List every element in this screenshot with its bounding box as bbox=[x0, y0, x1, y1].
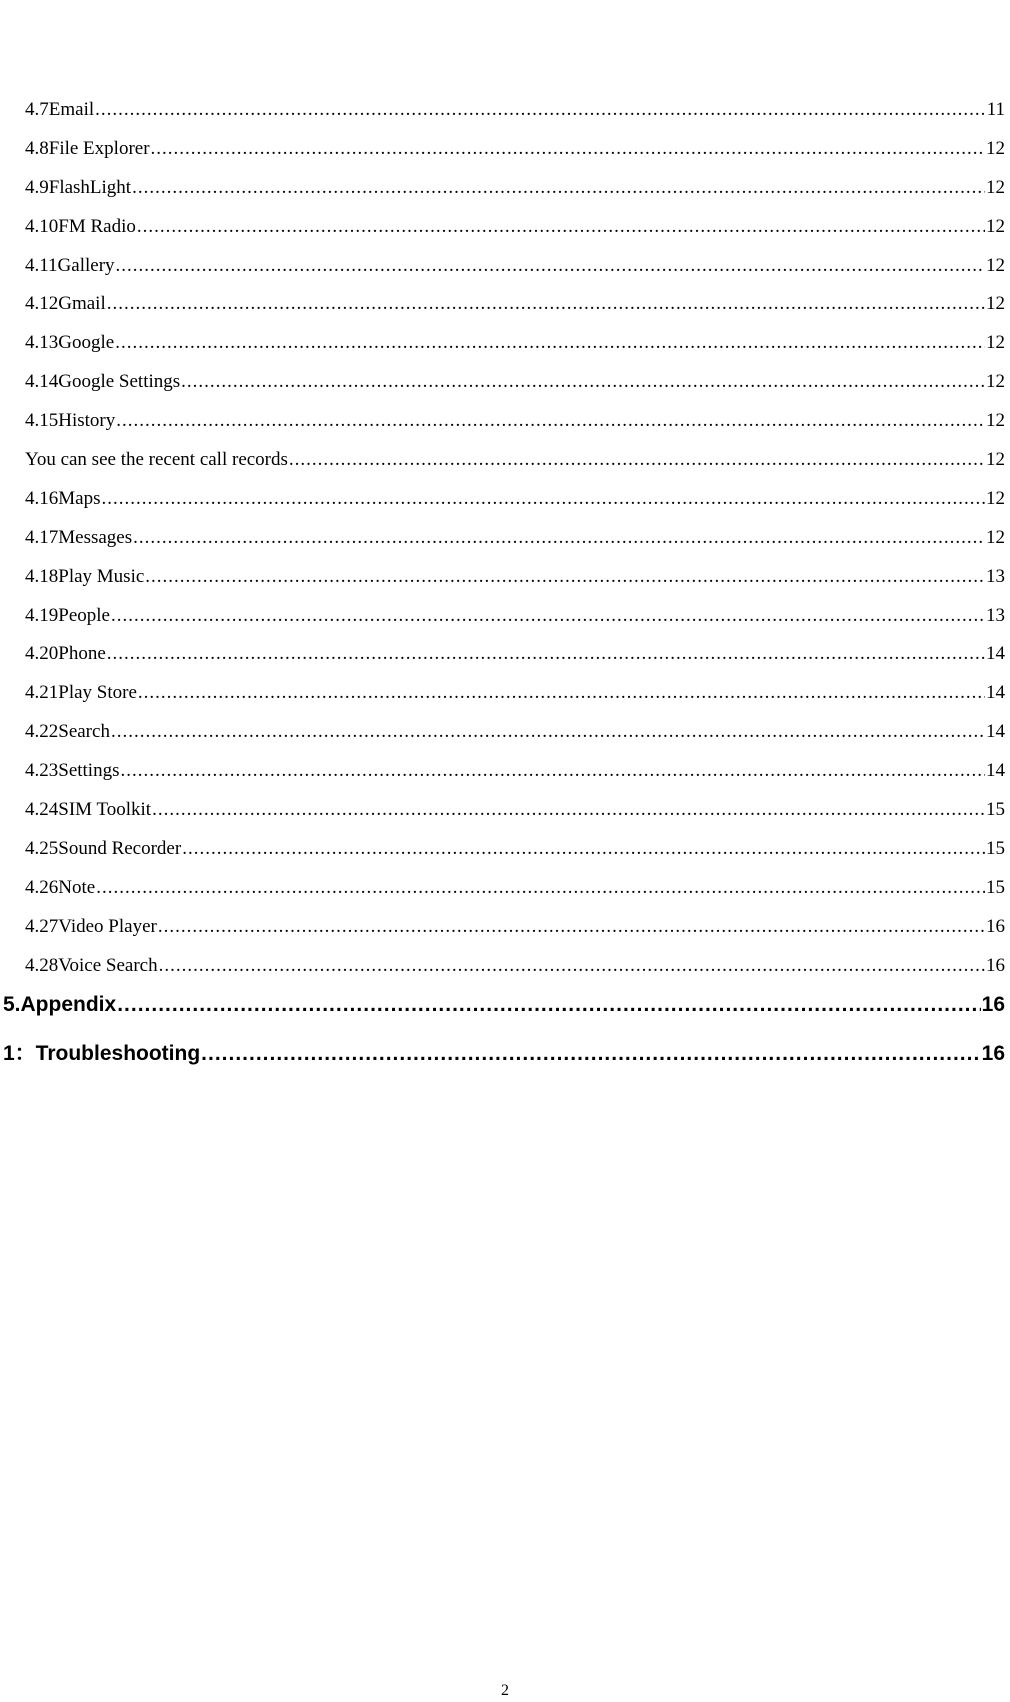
toc-dot-leader bbox=[145, 566, 985, 588]
toc-entry-title: 4.24SIM Toolkit bbox=[25, 799, 152, 821]
toc-entry-4-10-fm-radio[interactable] bbox=[0, 216, 1005, 255]
toc-entry-title: 5.Appendix bbox=[3, 993, 117, 1017]
toc-entry-title: 4.16Maps bbox=[25, 487, 101, 509]
toc-dot-leader bbox=[111, 605, 985, 627]
toc-entry-page: 12 bbox=[986, 176, 1005, 198]
toc-entry-4-23-settings[interactable] bbox=[0, 760, 1005, 799]
toc-entry-4-26-note[interactable] bbox=[0, 877, 1005, 916]
toc-dot-leader bbox=[96, 877, 985, 899]
table-of-contents bbox=[0, 99, 1010, 1081]
toc-entry-4-19-people[interactable] bbox=[0, 605, 1005, 644]
toc-dot-leader bbox=[116, 410, 985, 432]
toc-dot-leader bbox=[151, 138, 985, 160]
toc-entry-title: 4.9FlashLight bbox=[25, 176, 132, 198]
toc-entry-4-16-maps[interactable] bbox=[0, 488, 1005, 527]
toc-entry-page: 12 bbox=[986, 254, 1005, 276]
toc-entry-page: 13 bbox=[986, 565, 1005, 587]
toc-entry-page: 12 bbox=[986, 487, 1005, 509]
toc-entry-title: 4.11Gallery bbox=[25, 254, 115, 276]
toc-entry-page: 12 bbox=[986, 215, 1005, 237]
toc-entry-4-7-email[interactable] bbox=[0, 99, 1005, 138]
toc-entry-title: 4.19People bbox=[25, 604, 110, 626]
toc-dot-leader bbox=[116, 255, 985, 277]
toc-entry-4-21-play-store[interactable] bbox=[0, 682, 1005, 721]
toc-entry-page: 12 bbox=[986, 410, 1005, 432]
toc-entry-title: 4.21Play Store bbox=[25, 682, 137, 704]
toc-dot-leader bbox=[159, 955, 985, 977]
toc-entry-4-22-search[interactable] bbox=[0, 721, 1005, 760]
toc-entry-title: 4.17Messages bbox=[25, 526, 133, 548]
toc-entry-title: 4.8File Explorer bbox=[25, 137, 150, 159]
toc-entry-recent-call-records[interactable] bbox=[0, 449, 1005, 488]
toc-entry-page: 14 bbox=[986, 682, 1005, 704]
toc-dot-leader bbox=[182, 838, 985, 860]
toc-entry-4-18-play-music[interactable] bbox=[0, 566, 1005, 605]
toc-dot-leader bbox=[117, 993, 980, 1017]
toc-entry-page: 11 bbox=[986, 99, 1005, 120]
toc-dot-leader bbox=[289, 449, 985, 471]
toc-entry-page: 13 bbox=[986, 604, 1005, 626]
toc-entry-title: 4.28Voice Search bbox=[25, 954, 158, 976]
toc-entry-title: 4.20Phone bbox=[25, 643, 106, 665]
toc-entry-page: 12 bbox=[986, 371, 1005, 393]
toc-entry-4-25-sound-recorder[interactable] bbox=[0, 838, 1005, 877]
toc-entry-page: 16 bbox=[986, 954, 1005, 976]
toc-entry-4-20-phone[interactable] bbox=[0, 643, 1005, 682]
toc-entry-page: 12 bbox=[986, 137, 1005, 159]
toc-entry-title: 4.22Search bbox=[25, 721, 110, 743]
toc-entry-title: You can see the recent call records bbox=[25, 449, 288, 471]
toc-entry-title: 4.23Settings bbox=[25, 760, 120, 782]
toc-entry-page: 12 bbox=[986, 332, 1005, 354]
toc-entry-title: 4.10FM Radio bbox=[25, 215, 136, 237]
toc-entry-page: 14 bbox=[986, 643, 1005, 665]
toc-entry-page: 14 bbox=[986, 760, 1005, 782]
toc-entry-title: 4.14Google Settings bbox=[25, 371, 181, 393]
toc-entry-page: 12 bbox=[986, 293, 1005, 315]
toc-entry-4-15-history[interactable] bbox=[0, 410, 1005, 449]
toc-dot-leader bbox=[181, 371, 985, 393]
toc-entry-4-9-flashlight[interactable] bbox=[0, 177, 1005, 216]
toc-entry-page: 15 bbox=[986, 876, 1005, 898]
toc-entry-title: 4.7Email bbox=[25, 99, 95, 120]
toc-dot-leader bbox=[107, 643, 985, 665]
toc-entry-1-troubleshooting[interactable] bbox=[0, 1037, 1005, 1081]
toc-entry-title: 4.15History bbox=[25, 410, 116, 432]
toc-entry-title: 4.13Google bbox=[25, 332, 115, 354]
toc-dot-leader bbox=[133, 527, 985, 549]
toc-entry-title: 4.27Video Player bbox=[25, 915, 157, 937]
toc-entry-title: 1：Troubleshooting bbox=[3, 1042, 201, 1066]
toc-dot-leader bbox=[115, 332, 985, 354]
toc-entry-4-24-sim-toolkit[interactable] bbox=[0, 799, 1005, 838]
toc-entry-title: 4.26Note bbox=[25, 876, 96, 898]
toc-entry-4-28-voice-search[interactable] bbox=[0, 955, 1005, 994]
toc-dot-leader bbox=[101, 488, 985, 510]
toc-entry-page: 14 bbox=[986, 721, 1005, 743]
page-number: 2 bbox=[501, 1682, 509, 1699]
toc-entry-4-8-file-explorer[interactable] bbox=[0, 138, 1005, 177]
toc-entry-title: 4.25Sound Recorder bbox=[25, 837, 182, 859]
toc-dot-leader bbox=[107, 293, 985, 315]
toc-dot-leader bbox=[95, 99, 986, 121]
toc-entry-title: 4.18Play Music bbox=[25, 565, 145, 587]
toc-entry-page: 15 bbox=[986, 799, 1005, 821]
toc-entry-4-13-google[interactable] bbox=[0, 332, 1005, 371]
toc-dot-leader bbox=[137, 216, 985, 238]
toc-dot-leader bbox=[152, 799, 985, 821]
toc-entry-4-17-messages[interactable] bbox=[0, 527, 1005, 566]
toc-entry-page: 16 bbox=[981, 993, 1005, 1017]
toc-dot-leader bbox=[138, 682, 985, 704]
toc-dot-leader bbox=[158, 916, 985, 938]
toc-entry-4-27-video-player[interactable] bbox=[0, 916, 1005, 955]
toc-entry-page: 12 bbox=[986, 449, 1005, 471]
toc-entry-page: 12 bbox=[986, 526, 1005, 548]
toc-entry-title: 4.12Gmail bbox=[25, 293, 106, 315]
toc-dot-leader bbox=[120, 760, 985, 782]
toc-dot-leader bbox=[132, 177, 985, 199]
toc-entry-5-appendix[interactable] bbox=[0, 993, 1005, 1037]
toc-dot-leader bbox=[111, 721, 985, 743]
toc-entry-4-11-gallery[interactable] bbox=[0, 255, 1005, 294]
toc-entry-page: 16 bbox=[981, 1042, 1005, 1066]
toc-entry-page: 15 bbox=[986, 837, 1005, 859]
toc-dot-leader bbox=[201, 1042, 980, 1066]
toc-entry-4-12-gmail[interactable] bbox=[0, 293, 1005, 332]
toc-entry-4-14-google-settings[interactable] bbox=[0, 371, 1005, 410]
toc-entry-page: 16 bbox=[986, 915, 1005, 937]
